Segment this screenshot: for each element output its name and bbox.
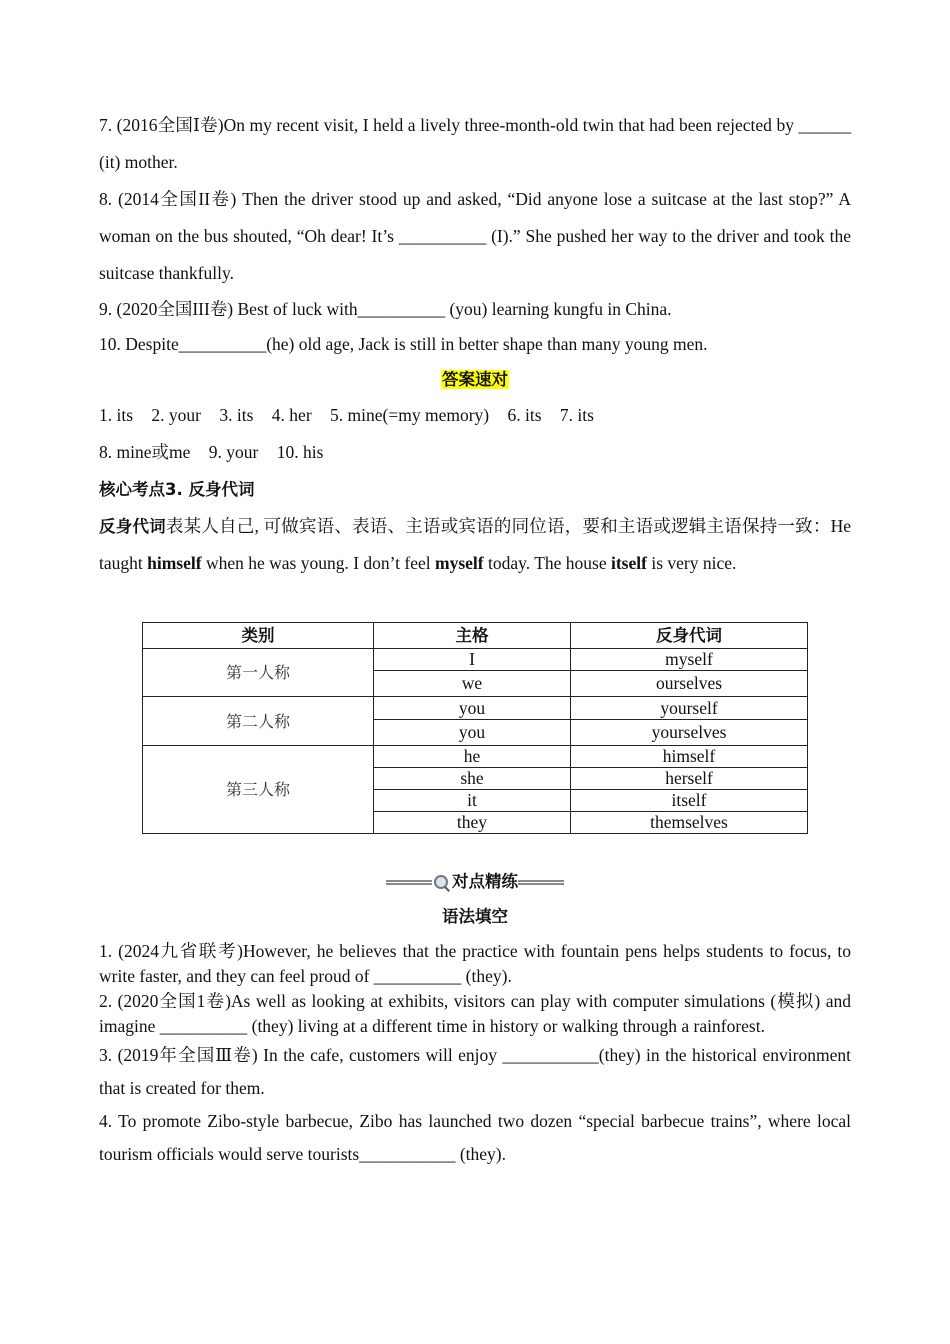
answers-title: 答案速对: [442, 370, 508, 389]
category-third-person: 第三人称: [143, 746, 374, 834]
answers-line-1: 1. its 2. your 3. its 4. her 5. mine(=my memory) 6. its 7. its: [99, 405, 594, 425]
table-header-row: [143, 623, 808, 649]
exercise-9: 9. (2020全国III卷) Best of luck with__________ (you) learning kungfu in China.: [99, 299, 672, 319]
practice-exercise-1: 1. (2024九省联考)However, he believes that the practice with fountain pens helps students to focus, to write faster, and they can feel proud of __________ (they).: [99, 941, 851, 986]
subsection-title: 语法填空: [442, 907, 508, 926]
category-first-person: 第一人称: [143, 649, 374, 697]
header-subject: 主格: [374, 623, 571, 649]
category-second-person: 第二人称: [143, 697, 374, 746]
answers-line-2: 8. mine或me 9. your 10. his: [99, 442, 324, 462]
header-reflexive: 反身代词: [571, 623, 808, 649]
practice-exercise-3: 3. (2019年全国Ⅲ卷) In the cafe, customers will enjoy ___________(they) in the historical environment that is created for them.: [99, 1045, 851, 1098]
table-row: they themselves: [143, 812, 808, 834]
magnifier-icon: [434, 875, 450, 891]
table-row: she herself: [143, 768, 808, 790]
header-category: 类别: [143, 623, 374, 649]
table-row: you yourselves: [143, 720, 808, 746]
intro-paragraph: 反身代词表某人自己, 可做宾语、表语、主语或宾语的同位语，要和主语或逻辑主语保持一致：He taught himself when he was young. I don’t feel myself today. The house itself is very nice.: [99, 516, 851, 573]
table-row: 第三人称 he himself: [143, 746, 808, 768]
section-heading: 核心考点3. 反身代词: [99, 480, 255, 499]
decorative-divider: [386, 880, 432, 885]
practice-exercise-2: 2. (2020全国1卷)As well as looking at exhibits, visitors can play with computer simulations (模拟) and imagine __________ (they) living at a different time in history or walking through a rainforest.: [99, 991, 851, 1036]
exercise-10: 10. Despite__________(he) old age, Jack is still in better shape than many young men.: [99, 334, 708, 354]
table-row: we ourselves: [143, 671, 808, 697]
practice-exercise-4: 4. To promote Zibo-style barbecue, Zibo has launched two dozen “special barbecue trains”, where local tourism officials would serve tourists___________ (they).: [99, 1111, 851, 1164]
document-page: [99, 107, 851, 1171]
decorative-divider: [518, 880, 564, 885]
reflexive-pronoun-table: [142, 622, 808, 834]
table-row: 第二人称 you yourself: [143, 697, 808, 720]
table-row: 第一人称 I myself: [143, 649, 808, 671]
practice-title: 对点精练: [99, 864, 851, 899]
exercise-7: 7. (2016全国Ⅰ卷)On my recent visit, I held a lively three-month-old twin that had been rejected by ______ (it) mother.: [99, 115, 852, 172]
table-row: it itself: [143, 790, 808, 812]
exercise-8: 8. (2014全国II卷) Then the driver stood up and asked, “Did anyone lose a suitcase at the last stop?” A woman on the bus shouted, “Oh dear! It’s __________ (I).” She pushed her way to the driver and took the suitcase thankfully.: [99, 189, 852, 283]
